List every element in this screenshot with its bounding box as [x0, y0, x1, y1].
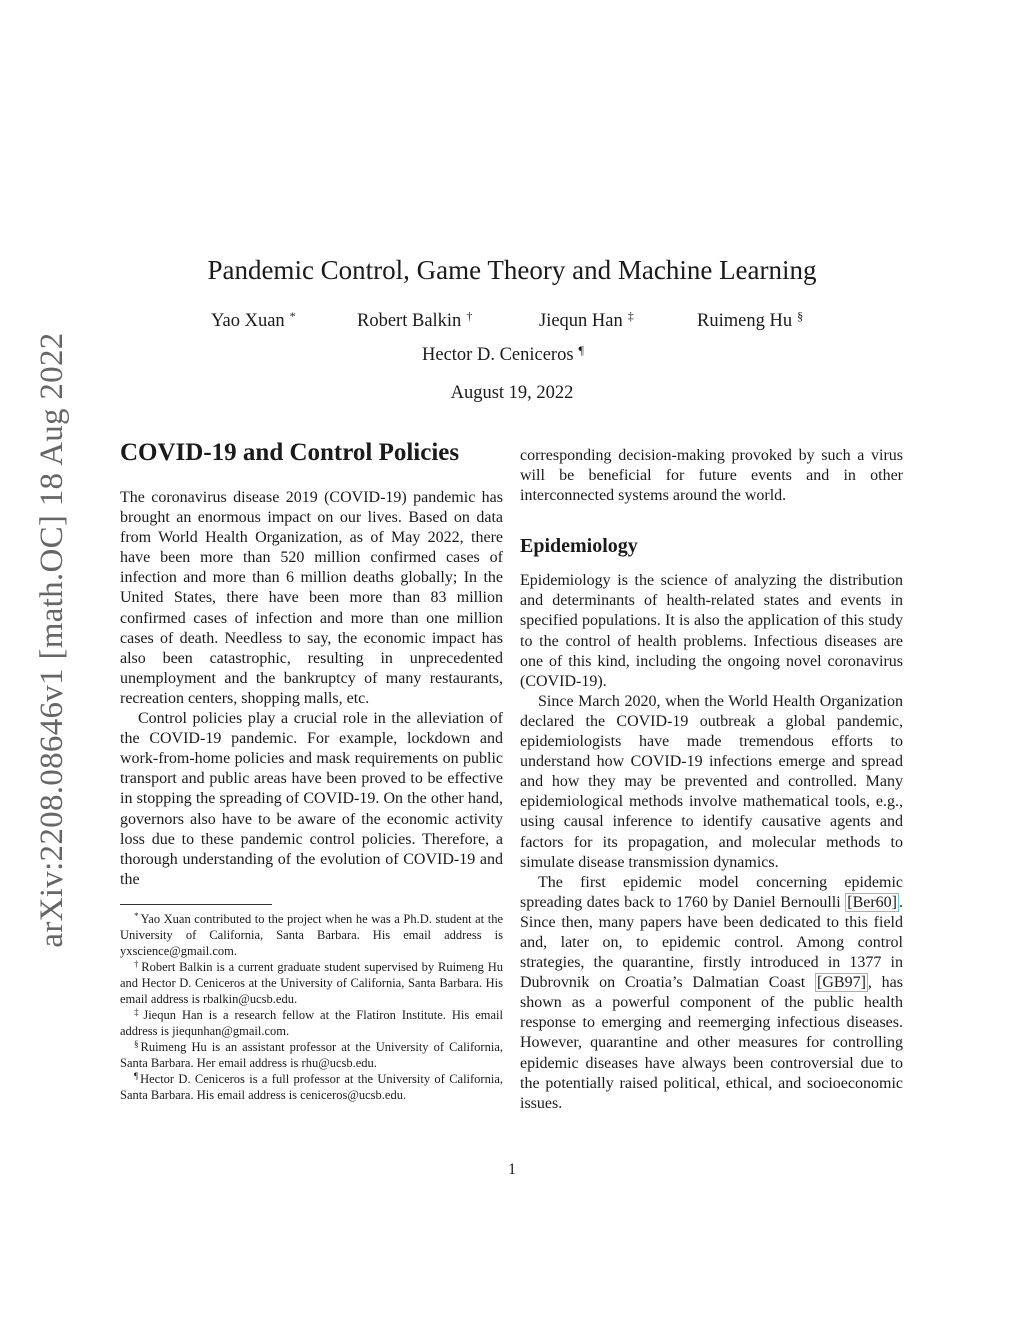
author-3: Jiequn Han ‡: [539, 309, 634, 331]
authors-row: [0, 308, 1024, 336]
paragraph: Since March 2020, when the World Health Organization declared the COVID-19 outbreak a global pandemic, epidemiologists have made tremendous efforts to understand how COVID-19 infections emerge and spread and how they may be prevented and controlled. Many epidemiological methods involve mathematical tools, e.g., using causal inference to identify causative agents and factors for its propagation, and molecular methods to simulate disease transmission dynamics.: [520, 692, 903, 871]
author-5: Hector D. Ceniceros ¶: [422, 343, 584, 365]
author-1: Yao Xuan *: [211, 309, 296, 331]
arxiv-identifier-text: arXiv:2208.08646v1 [math.OC] 18 Aug 2022: [34, 332, 70, 948]
right-column: [520, 446, 903, 1114]
footnote: ‡ Jiequn Han is a research fellow at the Flatiron Institute. His email address is jiequnhan@gmail.com.: [120, 1006, 503, 1038]
footnote: ¶ Hector D. Ceniceros is a full professor at the University of California, Santa Barbara. His email address is ceniceros@ucsb.edu.: [120, 1070, 503, 1102]
author-4: Ruimeng Hu §: [697, 309, 804, 331]
footnote: * Yao Xuan contributed to the project when he was a Ph.D. student at the University of California, Santa Barbara. His email address is yxscience@gmail.com.: [120, 910, 503, 958]
footnote-divider: [120, 904, 272, 905]
paragraph: Control policies play a crucial role in the alleviation of the COVID-19 pandemic. For example, lockdown and work-from-home policies and mask requirements on public transport and public areas have been proved to be effective in stopping the spreading of COVID-19. On the other hand, governors also have to be aware of the economic activity loss due to these pandemic control policies. Therefore, a thorough understanding of the evolution of COVID-19 and the: [120, 710, 503, 888]
left-column: [120, 436, 503, 1103]
page-number: 1: [508, 1161, 516, 1178]
paper-date: August 19, 2022: [450, 383, 574, 403]
footnotes: [120, 911, 503, 1103]
paragraph: corresponding decision-making provoked by such a virus will be beneficial for future events and in other interconnected systems around the world.: [520, 447, 903, 505]
paragraph: The first epidemic model concerning epidemic spreading dates back to 1760 by Daniel Bernoulli [Ber60] . Since then, many papers have been dedicated to this field and, later on, to epidemic control. Among control strategies, the quarantine, firstly introduced in 1377 in Dubrovnik on Croatia’s Dalmatian Coast [GB97] , has shown as a powerful component of the public health response to emerging and reemerging infectious diseases. However, quarantine and other measures for controlling epidemic diseases have always been controversial due to the potentially raised political, ethical, and socioeconomic issues.: [520, 873, 903, 1112]
section-title: COVID-19 and Control Policies: [120, 439, 460, 466]
author-2: Robert Balkin †: [357, 309, 473, 331]
citation-link[interactable]: [Ber60]: [847, 893, 897, 911]
arxiv-identifier-stamp: [22, 320, 82, 960]
paragraph: The coronavirus disease 2019 (COVID-19) pandemic has brought an enormous impact on our lives. Based on data from World Health Organization, as of May 2022, there have been more than 520 million confirmed cases of infection and more than 6 million deaths globally; In the United States, there have been more than 83 million confirmed cases of infection and more than one million cases of death. Needless to say, the economic impact has also been catastrophic, resulting in unprecedented unemployment and the bankruptcy of many restaurants, recreation centers, shopping malls, etc.: [120, 489, 503, 707]
footnote: † Robert Balkin is a current graduate student supervised by Ruimeng Hu and Hector D. Ceniceros at the University of California, Santa Barbara. His email address is rbalkin@ucsb.edu.: [120, 958, 503, 1006]
citation-link[interactable]: [GB97]: [817, 974, 866, 992]
paper-title: Pandemic Control, Game Theory and Machine Learning: [207, 255, 817, 285]
paragraph: Epidemiology is the science of analyzing the distribution and determinants of health-related states and events in specified populations. It is also the application of this study to the control of health problems. Infectious diseases are one of this kind, including the ongoing novel coronavirus (COVID-19).: [520, 572, 903, 690]
authors-row-2: [0, 342, 1024, 370]
subsection-title: Epidemiology: [520, 535, 638, 558]
footnote: § Ruimeng Hu is an assistant professor at the University of California, Santa Barbara. Her email address is rhu@ucsb.edu.: [120, 1038, 503, 1070]
